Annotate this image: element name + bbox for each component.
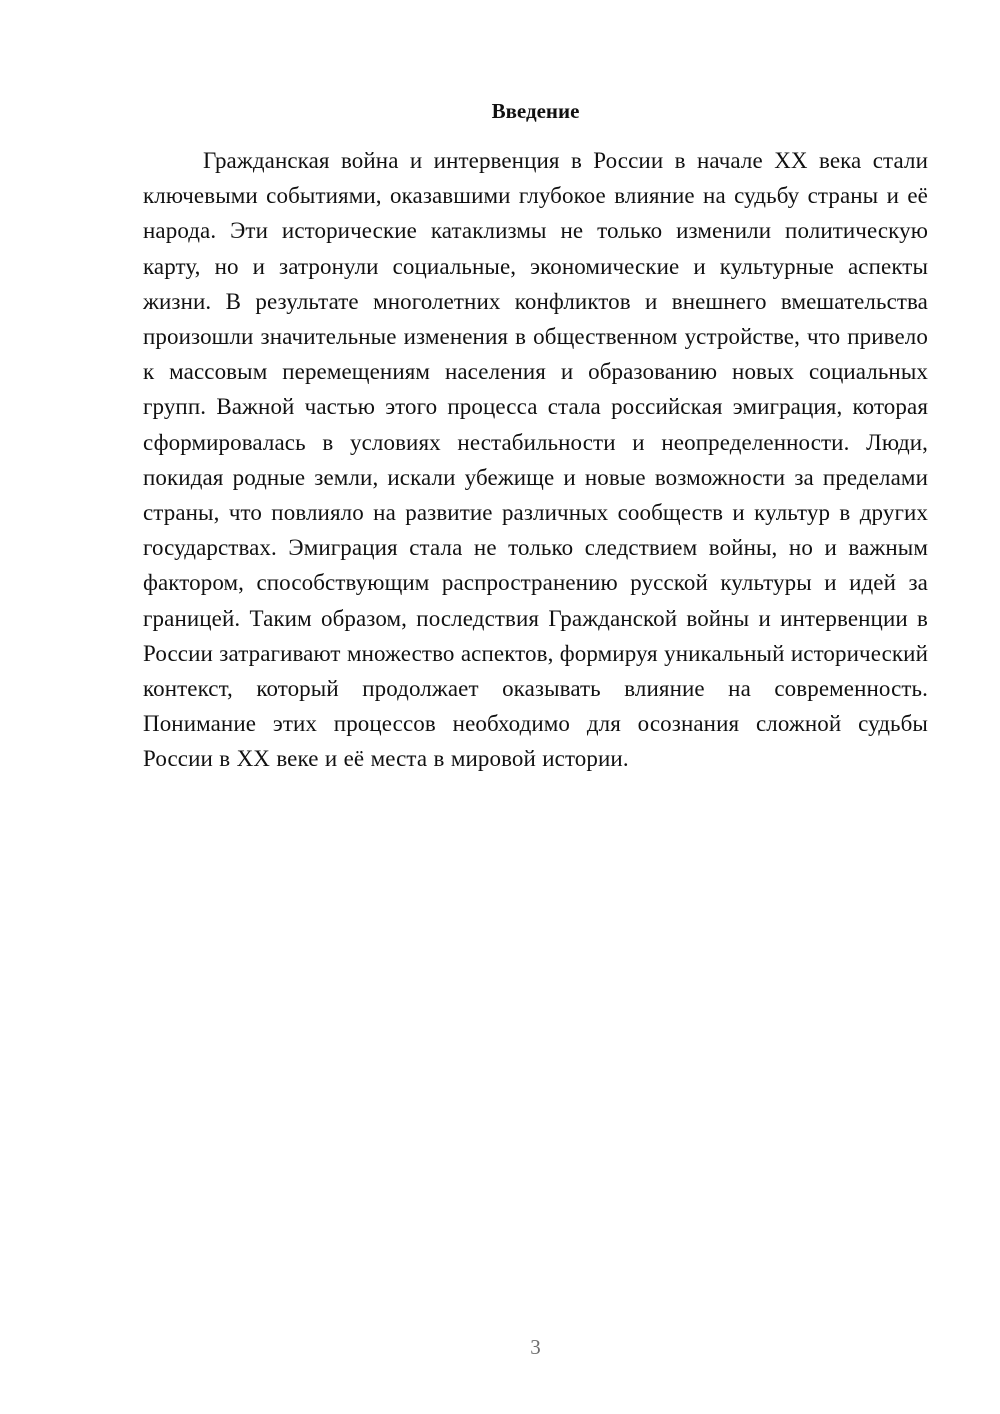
page-number: 3 xyxy=(530,1335,541,1359)
introduction-paragraph: Гражданская война и интервенция в России в начале XX века стали ключевыми событиями, оказавшими глубокое влияние на судьбу страны и её народа. Эти исторические катаклизмы не только изменили политическую карту, но и затронули социальные, экономические и культурные аспекты жизни. В результате многолетних конфликтов и внешнего вмешательства произошли значительные изменения в общественном устройстве, что привело к массовым перемещениям населения и образованию новых социальных групп. Важной частью этого процесса стала российская эмиграция, которая сформировалась в условиях нестабильности и неопределенности. Люди, покидая родные земли, искали убежище и новые возможности за пределами страны, что повлияло на развитие различных сообществ и культур в других государствах. Эмиграция стала не только следствием войны, но и важным фактором, способствующим распространению русской культуры и идей за границей. Таким образом, последствия Гражданской войны и интервенции в России затрагивают множество аспектов, формируя уникальный исторический контекст, который продолжает оказывать влияние на современность. Понимание этих процессов необходимо для осознания сложной судьбы России в XX веке и её места в мировой истории. xyxy=(143,148,928,772)
page-title: Введение xyxy=(491,99,580,123)
